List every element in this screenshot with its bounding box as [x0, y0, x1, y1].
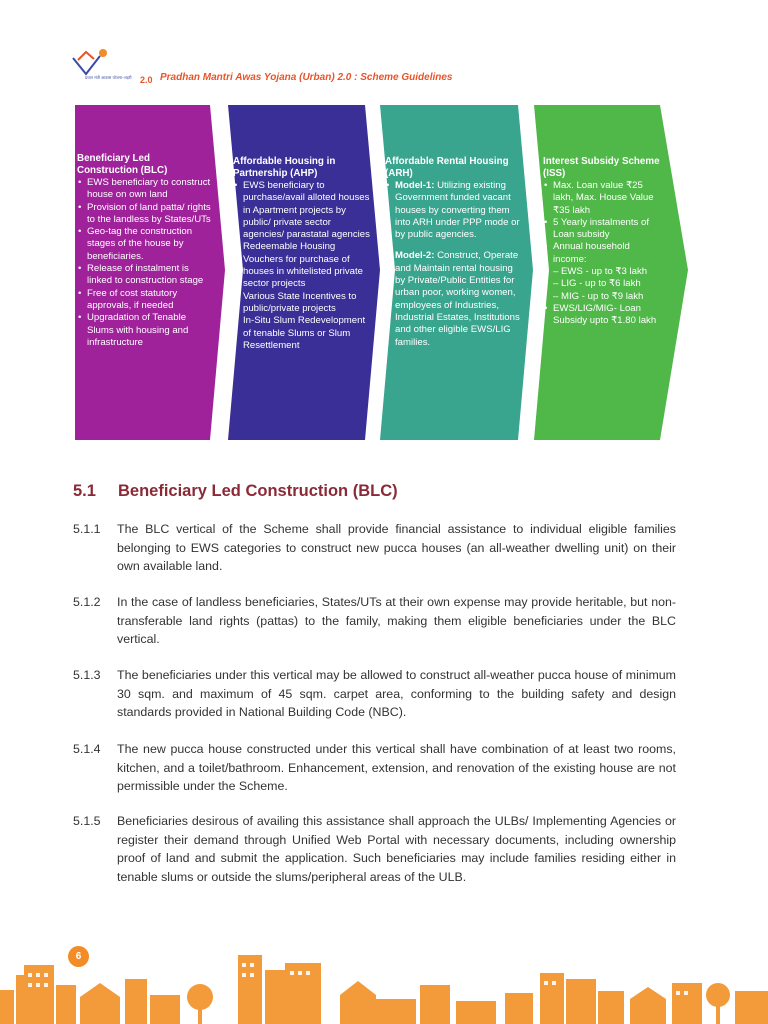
paragraph-text: The BLC vertical of the Scheme shall provide financial assistance to individual eligible families belonging to EWS categories to construct new pucca houses (an all-weather dwelling unit) on their own available land. [117, 522, 676, 573]
paragraph-text: The beneficiaries under this vertical may be allowed to construct all-weather pucca house of minimum 30 sqm. and maximum of 45 sqm. carpet area, conforming to the building safety and design standards provided in National Building Code (NBC). [117, 668, 676, 719]
section-title: Beneficiary Led Construction (BLC) [118, 482, 398, 500]
list-item [395, 180, 520, 241]
list-item: • In-Situ Slum Redevelopment of tenable Slums or Slum Resettlement [243, 315, 371, 352]
logo-hindi-text: प्रधान मंत्री आवास योजना–शहरी [85, 75, 132, 80]
list-subitem: – EWS - up to ₹3 lakh [553, 266, 648, 278]
list-subitem: – MIG - up to ₹9 lakh [553, 290, 644, 302]
list-item [395, 250, 520, 348]
iss-title: Interest Subsidy Scheme (ISS) [543, 156, 660, 179]
blc-list [77, 177, 212, 349]
ahp-panel [233, 156, 371, 352]
logo-version: 2.0 [140, 75, 153, 85]
list-item: • EWS beneficiary to construct house on own land [87, 177, 212, 202]
blc-panel [77, 153, 212, 349]
page-number: 6 [68, 946, 89, 967]
paragraph-number: 5.1.3 [73, 668, 101, 682]
paragraph-text: The new pucca house constructed under this vertical shall have combination of at least two rooms, kitchen, and a toilet/bathroom. Enhancement, extension, and renovation of the existing house are not permissible under the Scheme. [117, 742, 676, 793]
list-item: • EWS beneficiary to purchase/avail alloted houses in Apartment projects by public/ private sector agencies/ parastatal agencies [243, 180, 371, 241]
list-item: • Annual household income: [553, 241, 665, 266]
list-item: • EWS/LIG/MIG- Loan Subsidy upto ₹1.80 lakh [553, 303, 665, 328]
list-item: • Free of cost statutory approvals, if needed [87, 288, 212, 313]
ahp-list [233, 180, 371, 352]
section-heading [73, 482, 398, 501]
arh-title: Affordable Rental Housing (ARH) [385, 156, 509, 179]
list-item: • Redeemable Housing Vouchers for purchase of houses in whitelisted private sector projects [243, 241, 371, 290]
list-item: • Release of instalment is linked to construction stage [87, 263, 212, 288]
page-header [70, 46, 710, 88]
list-item: • Max. Loan value ₹25 lakh, Max. House Value ₹35 lakh [553, 180, 665, 217]
model-1-text: Utilizing existing Government funded vacant houses by converting them into ARH under PPP mode or by public agencies. [395, 180, 520, 241]
paragraph-number: 5.1.4 [73, 742, 101, 756]
paragraph-number: 5.1.1 [73, 522, 101, 536]
paragraph-text: Beneficiaries desirous of availing this assistance shall approach the ULBs/ Implementing Agencies or register their demand through Unified Web Portal with necessary documents, including ownership proof of land and submit the application. Such beneficiaries may include families residing either in tenable slums or outside the slums/peripheral areas of the ULB. [117, 814, 676, 884]
list-item: • Provision of land patta/ rights to the landless by States/UTs [87, 202, 212, 227]
arh-panel [385, 156, 520, 349]
scheme-verticals-banner [0, 100, 768, 445]
header-title: Pradhan Mantri Awas Yojana (Urban) 2.0 : Scheme Guidelines [160, 72, 453, 83]
paragraph [73, 812, 676, 886]
iss-list [543, 180, 665, 328]
list-item: • 5 Yearly instalments of Loan subsidy [553, 217, 665, 242]
paragraph-text: In the case of landless beneficiaries, States/UTs at their own expense may provide heritable, but non-transferable land rights (pattas) to the family, making them eligible beneficiaries under the BLC vertical. [117, 595, 676, 646]
section-number: 5.1 [73, 482, 96, 500]
list-item: • Geo-tag the construction stages of the house by beneficiaries. [87, 226, 212, 263]
paragraph [73, 520, 676, 576]
iss-panel [543, 156, 665, 328]
blc-title: Beneficiary Led Construction (BLC) [77, 153, 168, 176]
list-item: • Various State Incentives to public/private projects [243, 291, 371, 316]
model-2-text: Construct, Operate and Maintain rental housing by Private/Public Entities for urban poor, working women, employees of Industries, Industrial Estates, Institutions and other eligible EWS/LIG families. [395, 250, 520, 348]
model-1-label: Model-1: [395, 180, 435, 191]
city-skyline-icon [0, 935, 768, 1024]
arh-list [385, 180, 520, 349]
paragraph [73, 593, 676, 649]
list-subitem: – LIG - up to ₹6 lakh [553, 278, 641, 290]
paragraph-number: 5.1.2 [73, 595, 101, 609]
model-2-label: Model-2: [395, 250, 435, 262]
pmay-logo-icon [70, 46, 160, 88]
paragraph-number: 5.1.5 [73, 814, 101, 828]
ahp-title: Affordable Housing in Partnership (AHP) [233, 156, 336, 179]
paragraph [73, 666, 676, 722]
list-item: • Upgradation of Tenable Slums with housing and infrastructure [87, 312, 212, 349]
paragraph [73, 740, 676, 796]
